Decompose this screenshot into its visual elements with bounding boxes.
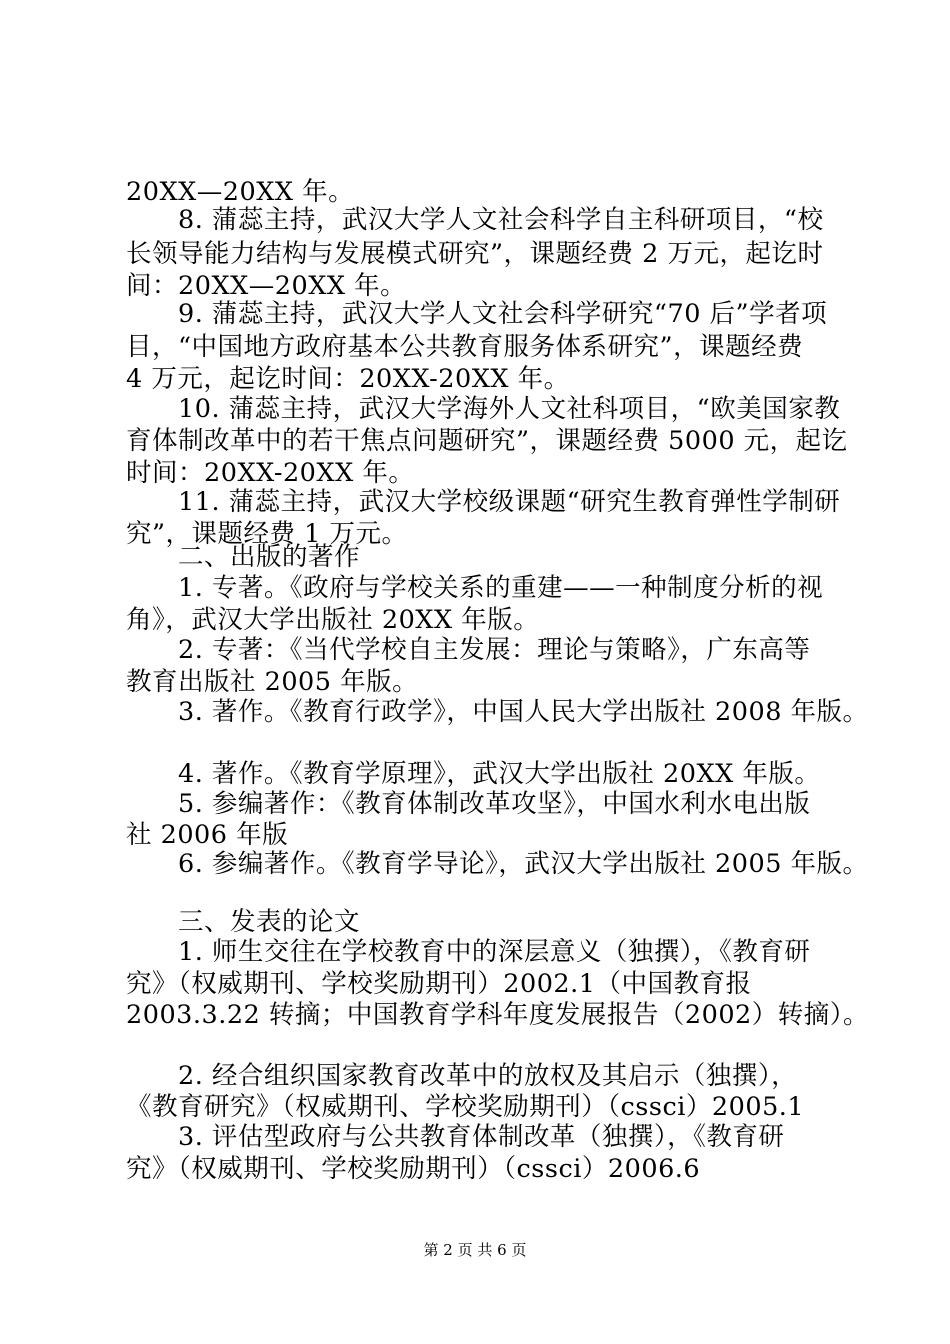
list-item-project-8: 8. 蒲蕊主持，武汉大学人文社会科学自主科研项目，“校 bbox=[178, 205, 824, 235]
text-line: 角》，武汉大学出版社 20XX 年版。 bbox=[126, 605, 540, 635]
list-item-project-10: 10. 蒲蕊主持，武汉大学海外人文社科项目，“欧美国家教 bbox=[178, 394, 841, 424]
list-item-book-4: 4. 著作。《教育学原理》，武汉大学出版社 20XX 年版。 bbox=[178, 759, 821, 789]
text-line: 究》（权威期刊、学校奖励期刊）2002.1（中国教育报 bbox=[126, 969, 752, 999]
text-line: 育体制改革中的若干焦点问题研究”，课题经费 5000 元，起讫 bbox=[126, 426, 848, 456]
text-line: 究》（权威期刊、学校奖励期刊）（cssci）2006.6 bbox=[126, 1154, 701, 1184]
text-line: 长领导能力结构与发展模式研究”，课题经费 2 万元，起讫时 bbox=[126, 239, 824, 269]
page-footer: 第 2 页 共 6 页 bbox=[423, 1241, 527, 1259]
text-line: 4 万元，起讫时间：20XX-20XX 年。 bbox=[126, 364, 570, 394]
text-line: 《教育研究》（权威期刊、学校奖励期刊）（cssci）2005.1 bbox=[126, 1092, 805, 1122]
text-line: 教育出版社 2005 年版。 bbox=[126, 667, 419, 697]
text-line: 时间：20XX-20XX 年。 bbox=[126, 458, 415, 488]
text-line: 20XX—20XX 年。 bbox=[126, 177, 355, 207]
list-item-paper-1: 1. 师生交往在学校教育中的深层意义（独撰），《教育研 bbox=[178, 937, 811, 967]
list-item-paper-3: 3. 评估型政府与公共教育体制改革（独撰），《教育研 bbox=[178, 1122, 785, 1152]
list-item-book-6: 6. 参编著作。《教育学导论》，武汉大学出版社 2005 年版。 bbox=[178, 849, 869, 879]
section-heading-publications: 二、出版的著作 bbox=[178, 542, 361, 572]
text-line: 间：20XX—20XX 年。 bbox=[126, 271, 407, 301]
list-item-project-9: 9. 蒲蕊主持，武汉大学人文社会科学研究“70 后”学者项 bbox=[178, 299, 828, 329]
list-item-book-2: 2. 专著：《当代学校自主发展：理论与策略》，广东高等 bbox=[178, 635, 811, 665]
list-item-book-5: 5. 参编著作：《教育体制改革攻坚》，中国水利水电出版 bbox=[178, 789, 811, 819]
text-line: 社 2006 年版 bbox=[126, 820, 289, 850]
list-item-project-11: 11. 蒲蕊主持，武汉大学校级课题“研究生教育弹性学制研 bbox=[178, 487, 841, 517]
list-item-paper-2: 2. 经合组织国家教育改革中的放权及其启示（独撰）， bbox=[178, 1061, 798, 1091]
list-item-book-1: 1. 专著。《政府与学校关系的重建——一种制度分析的视 bbox=[178, 573, 824, 603]
list-item-book-3: 3. 著作。《教育行政学》，中国人民大学出版社 2008 年版。 bbox=[178, 697, 869, 727]
text-line: 2003.3.22 转摘；中国教育学科年度发展报告（2002）转摘）。 bbox=[126, 1000, 870, 1030]
text-line: 目，“中国地方政府基本公共教育服务体系研究”，课题经费 bbox=[126, 332, 804, 362]
text-line: 究”，课题经费 1 万元。 bbox=[126, 519, 408, 549]
section-heading-papers: 三、发表的论文 bbox=[178, 907, 361, 937]
